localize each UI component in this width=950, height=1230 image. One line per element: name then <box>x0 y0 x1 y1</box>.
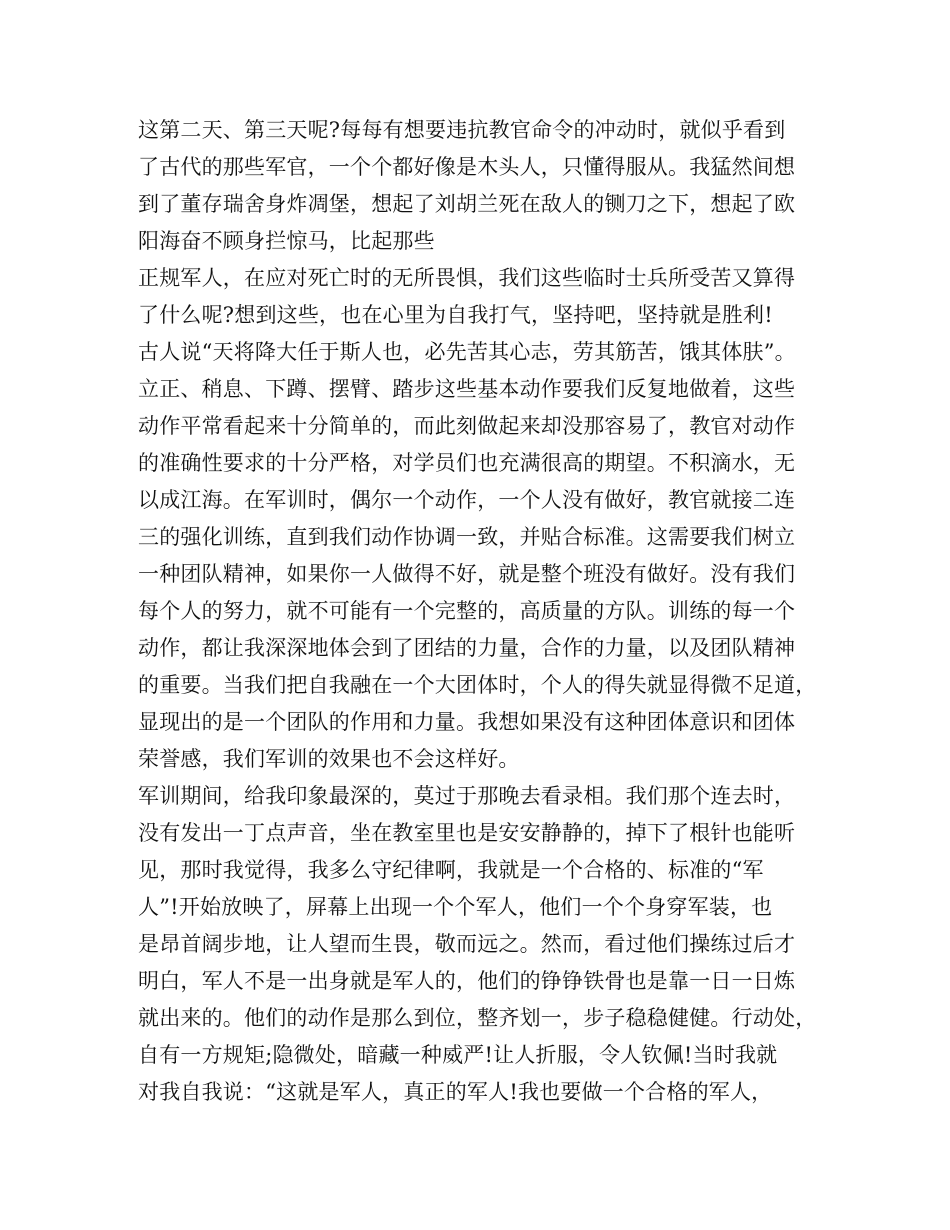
text-line: 阳海奋不顾身拦惊马，比起那些 <box>138 229 435 253</box>
text-line: 对我自我说：“这就是军人，真正的军人!我也要做一个合格的军人， <box>138 1080 773 1104</box>
text-line: 到了董存瑞舍身炸凋堡，想起了刘胡兰死在敌人的铡刀之下，想起了欧 <box>138 192 796 216</box>
text-line: 军训期间，给我印象最深的，莫过于那晚去看录相。我们那个连去时， <box>138 784 796 808</box>
text-line: 动作，都让我深深地体会到了团结的力量，合作的力量，以及团队精神 <box>138 636 796 660</box>
body-text <box>138 112 818 1111</box>
text-line: 是昂首阔步地，让人望而生畏，敬而远之。然而，看过他们操练过后才 <box>138 932 796 956</box>
text-line: 正规军人，在应对死亡时的无所畏惧，我们这些临时士兵所受苦又算得 <box>138 266 796 290</box>
text-line: 动作平常看起来十分简单的，而此刻做起来却没那容易了，教官对动作 <box>138 414 796 438</box>
text-line: 立正、稍息、下蹲、摆臂、踏步这些基本动作要我们反复地做着，这些 <box>138 377 796 401</box>
text-line: 古人说“天将降大任于斯人也，必先苦其心志，劳其筋苦，饿其体肤”。 <box>138 340 796 364</box>
text-line: 显现出的是一个团队的作用和力量。我想如果没有这种团体意识和团体 <box>138 710 796 734</box>
text-line: 人”!开始放映了，屏幕上出现一个个军人，他们一个个身穿军装，也 <box>138 895 773 919</box>
text-line: 了什么呢?想到这些，也在心里为自我打气，坚持吧，坚持就是胜利! <box>138 303 773 327</box>
text-line: 了古代的那些军官，一个个都好像是木头人，只懂得服从。我猛然间想 <box>138 155 796 179</box>
text-line: 以成江海。在军训时，偶尔一个动作，一个人没有做好，教官就接二连 <box>138 488 796 512</box>
text-line: 一种团队精神，如果你一人做得不好，就是整个班没有做好。没有我们 <box>138 562 796 586</box>
text-line: 三的强化训练，直到我们动作协调一致，并贴合标准。这需要我们树立 <box>138 525 796 549</box>
text-line: 这第二天、第三天呢?每每有想要违抗教官命令的冲动时，就似乎看到 <box>138 118 786 142</box>
text-line: 见，那时我觉得，我多么守纪律啊，我就是一个合格的、标准的“军 <box>138 858 764 882</box>
text-line: 的重要。当我们把自我融在一个大团体时，个人的得失就显得微不足道， <box>138 673 817 697</box>
text-line: 自有一方规矩;隐微处，暗藏一种威严!让人折服，令人钦佩!当时我就 <box>138 1043 778 1067</box>
text-line: 没有发出一丁点声音，坐在教室里也是安安静静的，掉下了根针也能听 <box>138 821 796 845</box>
text-line: 就出来的。他们的动作是那么到位，整齐划一，步子稳稳健健。行动处， <box>138 1006 817 1030</box>
text-line: 荣誉感，我们军训的效果也不会这样好。 <box>138 747 520 771</box>
text-line: 明白，军人不是一出身就是军人的，他们的铮铮铁骨也是靠一日一日炼 <box>138 969 796 993</box>
text-line: 的准确性要求的十分严格，对学员们也充满很高的期望。不积滴水，无 <box>138 451 796 475</box>
text-line: 每个人的努力，就不可能有一个完整的，高质量的方队。训练的每一个 <box>138 599 796 623</box>
